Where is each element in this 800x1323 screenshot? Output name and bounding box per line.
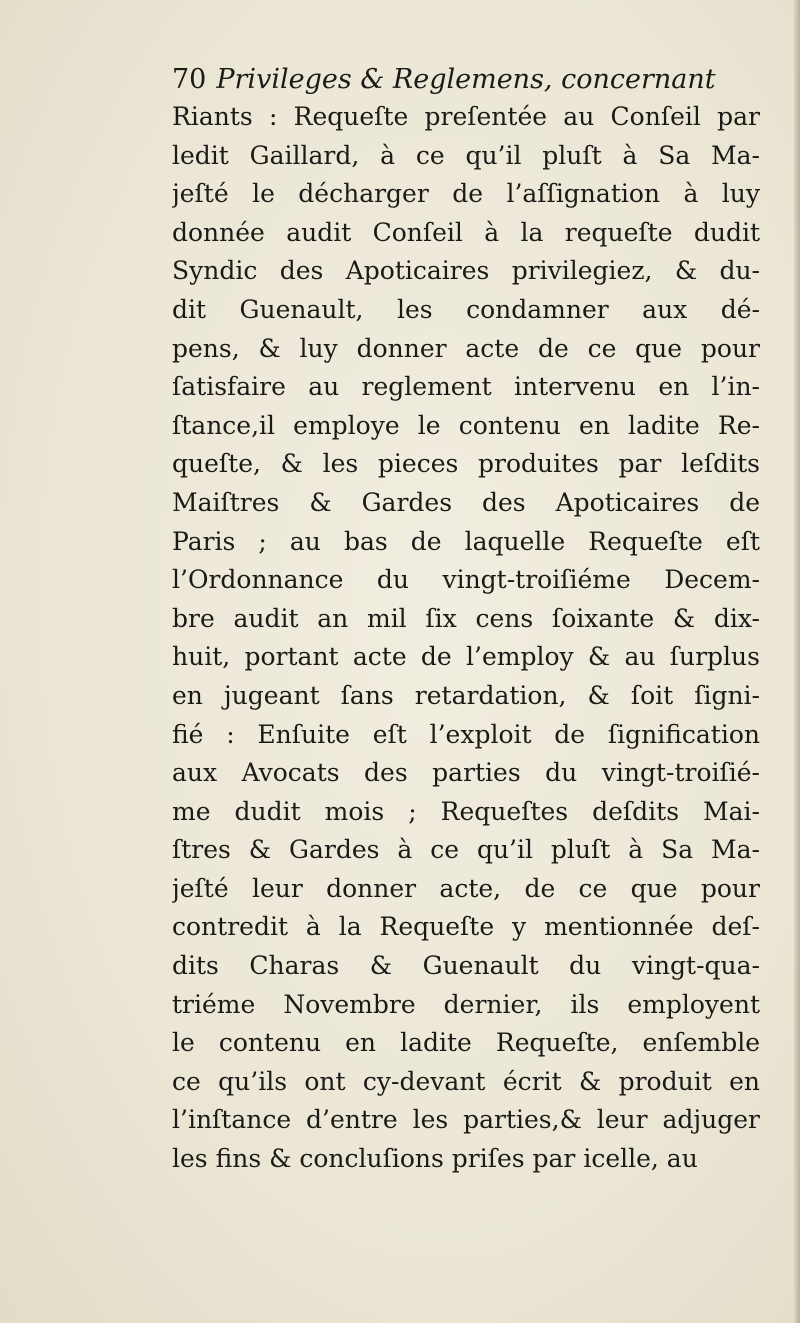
text-line: jeſté le décharger de l’aſſignation à luy xyxy=(172,179,760,209)
text-line: bre audit an mil ſix cens ſoixante & dix- xyxy=(172,603,760,633)
text-line: triéme Novembre dernier, ils employent xyxy=(172,989,760,1019)
body-text xyxy=(172,98,760,1179)
text-line: ſtance,il employe le contenu en ladite Re- xyxy=(172,410,760,440)
text-line: dits Charas & Guenault du vingt-qua- xyxy=(172,951,760,981)
text-line: en jugeant ſans retardation, & ſoit ſigni- xyxy=(172,680,760,710)
text-line: fié : Enſuite eſt l’exploit de ſignification xyxy=(172,719,760,749)
text-line: aux Avocats des parties du vingt-troiſié- xyxy=(172,758,760,788)
text-line: l’inſtance d’entre les parties,& leur adjuger xyxy=(172,1105,760,1135)
text-line: Syndic des Apoticaires privilegiez, & du- xyxy=(172,256,760,286)
text-block xyxy=(172,62,760,1179)
text-line: Riants : Requeſte preſentée au Conſeil par xyxy=(172,102,760,131)
text-line: ledit Gaillard, à ce qu’il pluſt à Sa Ma- xyxy=(172,140,760,170)
text-line: jeſté leur donner acte, de ce que pour xyxy=(172,873,760,903)
text-line: queſte, & les pieces produites par leſdits xyxy=(172,449,760,479)
page-edge xyxy=(794,0,800,1323)
text-line: ſatisfaire au reglement intervenu en l’in- xyxy=(172,372,760,402)
text-line: Maiſtres & Gardes des Apoticaires de xyxy=(172,487,760,517)
text-line: le contenu en ladite Requeſte, enſemble xyxy=(172,1028,760,1058)
text-line: ce qu’ils ont cy-devant écrit & produit en xyxy=(172,1066,760,1096)
text-line: Paris ; au bas de laquelle Requeſte eſt xyxy=(172,526,760,556)
text-line: dit Guenault, les condamner aux dé- xyxy=(172,294,760,324)
text-line: l’Ordonnance du vingt-troiſiéme Decem- xyxy=(172,565,760,595)
page-number: 70 xyxy=(172,64,207,95)
text-line: les fins & concluſions priſes par icelle, au xyxy=(172,1144,698,1174)
text-line: pens, & luy donner acte de ce que pour xyxy=(172,333,760,363)
text-line: contredit à la Requeſte y mentionnée deſ- xyxy=(172,912,760,942)
text-line: donnée audit Conſeil à la requeſte dudit xyxy=(172,217,760,247)
text-line: huit, portant acte de l’employ & au ſurplus xyxy=(172,642,760,672)
text-line: ſtres & Gardes à ce qu’il pluſt à Sa Ma- xyxy=(172,835,760,865)
running-head xyxy=(172,62,760,98)
text-line: me dudit mois ; Requeſtes deſdits Mai- xyxy=(172,796,760,826)
running-head-title: Privileges & Reglemens, concernant xyxy=(216,64,716,95)
